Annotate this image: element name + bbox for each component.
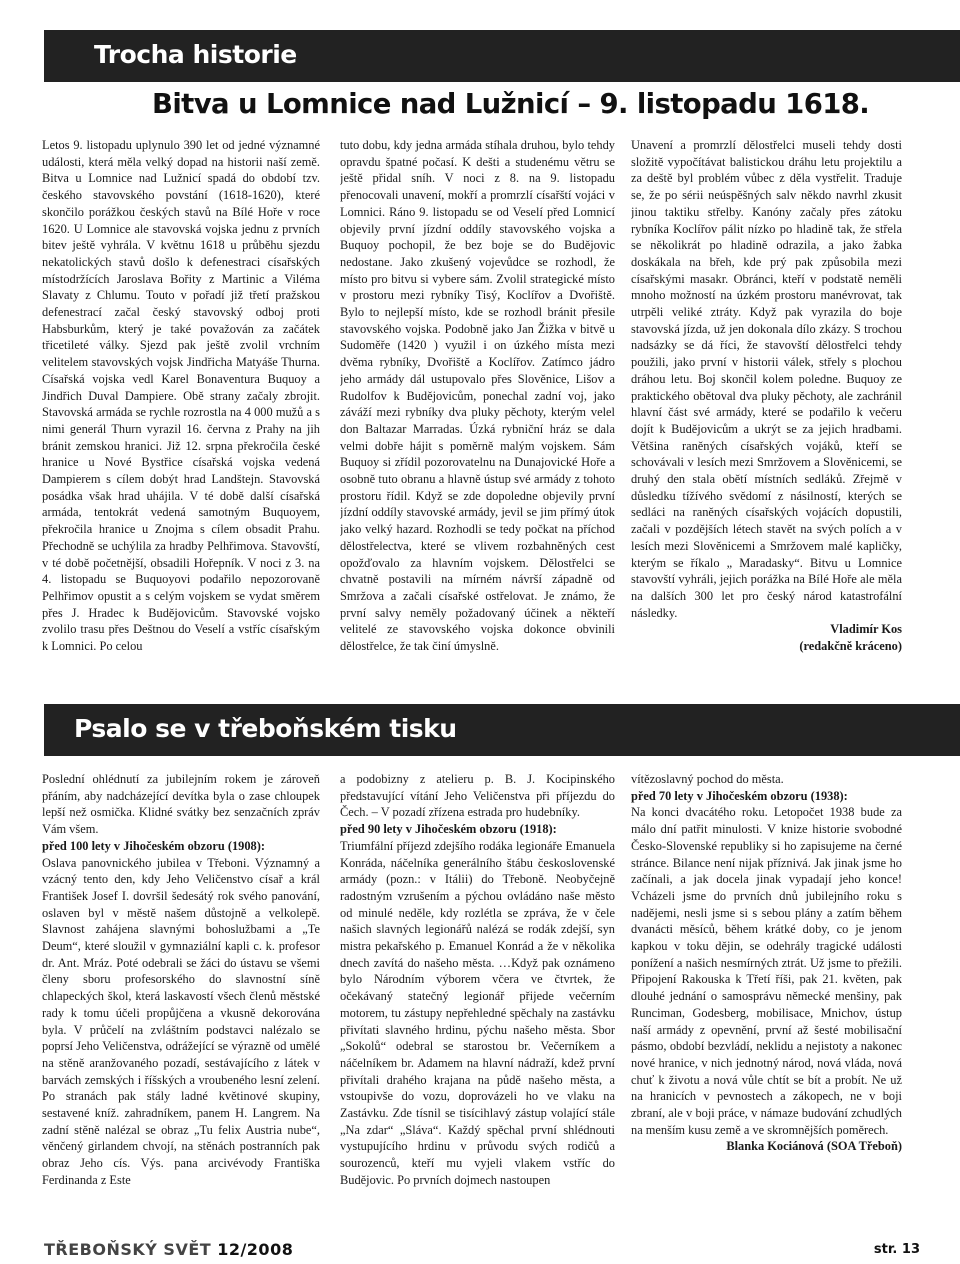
subsection-heading: před 100 lety v Jihočeském obzoru (1908):	[42, 838, 266, 853]
subsection-heading: před 90 lety v Jihočeském obzoru (1918):	[340, 822, 557, 837]
issue-number: 12/2008	[217, 1240, 294, 1259]
article-headline: Bitva u Lomnice nad Lužnicí – 9. listopadu 1618.	[152, 88, 870, 120]
press-text: Triumfální příjezd zdejšího rodáka legionáře Emanuela Konráda, náčelníka generálního štábu československé armády (pozn.: v Itálii) do Třeboně. Neobyčejně radostným vzrušením a pýchou ovládáno naše město od minulé neděle, kdy rozlétla se zpráva, že v čele našich slavných legionářů nalézá se rodák zdejší, syn mistra pekařského p. Emanuel Konrád a že v několika dnech zavítá do našeho města. …Když pak oznámeno bylo Národním výborem včera ve čtvrtek, že očekávaný statečný legionář přijede večerním motorem, tu zástupy nepřehledné spěchaly na zastávku přivítati slavného hrdinu, pýchu našeho města. Sbor „Sokolů“ odebral se starostou br. Večerníkem a náčelníkem br. Adamem na hlavní nádraží, kdež první přivítali drahého krajana na půdě našeho města, a vstoupivše do vozu, doprovázeli ho ve vlaku na Zastávku. Zde tísnil se tisícihlavý zástup volající stále „Na zdar“ „Sláva“. Každý spěchal první shlédnouti vystupujícího hrdinu v průvodu svých rodičů a sourozenců, kteří mu vyjeli vlakem vstříc do Budějovic. Po prvních dojmech nastoupen	[340, 838, 615, 1187]
article-column-1	[42, 137, 320, 689]
press-column-1	[42, 771, 320, 1233]
article-column-3	[631, 137, 902, 689]
section-banner-trocha-historie	[44, 30, 960, 82]
author-name: Blanka Kociánová (SOA Třeboň)	[726, 1139, 902, 1154]
press-column-2	[340, 771, 615, 1233]
article-column-2	[340, 137, 615, 689]
author-note: (redakčně kráceno)	[799, 639, 902, 654]
section-title: Trocha historie	[94, 40, 297, 69]
subsection-heading: před 70 lety v Jihočeském obzoru (1938):	[631, 788, 848, 803]
press-text: vítězoslavný pochod do města.	[631, 772, 784, 786]
press-text: a podobizny z atelieru p. B. J. Kocipinského představující vítání Jeho Veličenstva při příjezdu do Čech. – V pozadí zřízena estrada pro hudebníky.	[340, 772, 615, 820]
publication-name: TŘEBOŇSKÝ SVĚT	[44, 1240, 212, 1259]
footer-publication	[44, 1240, 293, 1259]
section-banner-psalo-se	[44, 704, 960, 756]
press-text: Oslava panovnického jubilea v Třeboni. Významný a vzácný tento den, kdy Jeho Veličenstvo císař a král František Josef I. dovršil šedesátý rok svého panování, oslaven byl v městě našem důstojně a velkolepě. Slavnost zahájena slavnými bohoslužbami a „Te Deum“, které sloužil v gymnaziální kapli c. k. profesor dr. Ant. Mráz. Poté odebrali se žáci do ústavu se všemi členy sboru profesorského do slavnostní síně chlapeckých škol, která laskavostí všech členů městské rady k tomu účeli propůjčena a vkusně dekorována byla. V průčelí na zvláštním podstavci nalézalo se poprsí Jeho Veličenstva, odrážející se výrazně od umělé na stěně aranžovaného pozadí, sestávajícího z látek v barvách zemských i říšských a vroubeného lesní zelení. Po stranách pak stály ladné květinové skupiny, sestavené kníž. zahradníkem, panem H. Langrem. Na zadní stěně nalézal se obraz „Tu felix Austria nube“, věnčený girlandem chvojí, na stěnách postranních pak obraz Jeho cís. Výs. pana arcivévody Františka Ferdinanda z Este	[42, 855, 320, 1187]
author-name: Vladimír Kos	[830, 622, 902, 637]
article-text: tuto dobu, kdy jedna armáda stíhala druhou, bylo tehdy opravdu špatné počasí. K dešti a studenému větru se ještě přidal sníh. V noci z 8. na 9. listopadu přenocovali unavení, mokří a promrzlí císařští vojáci v Lomnici. Ráno 9. listopadu se od Veselí před Lomnicí objevily první jízdní oddíly stavovského vojska a Buquoy pochopil, že bez boje se do Budějovic nedostane. Jako zkušený vojevůdce se rozhodl, že místo pro bitvu si vybere sám. Zvolil strategické místo v prostoru mezi rybníky Tisý, Koclířov a Dvořiště. Bylo to nejlepší místo, kde se rozhodl bránit přesile stavovského vojska. Podobně jako Jan Žižka v bitvě u Sudoměře (1420 ) využil i on úzkého místa mezi dvěma rybníky, Dvořiště a Koclířov. Zatímco jádro jeho armády dál ustupovalo přes Slověnice, Lišov a Rudolfov k Budějovicům, ponechal zadní voj, jako záváží mezi rybníky dva pluky pěchoty, kterým velel don Baltazar Marradas. Úzká rybniční hráz se dala velmi dobře hájit s poměrně malým vojskem. Sám Buquoy si zřídil pozorovatelnu na Dunajovické Hoře a osobně tuto obranu a hlavně ústup své armády z tohoto prostoru řídil. Když se zde dopoledne objevily první jízdní oddíly stavovské armády, jevil se jim přímý útok jako velký hazard. Rozhodli se tedy počkat na příchod dělostřelectva, které se vlivem rozbahněných cest opožďovalo za hlavním vojskem. Dělostřelci se chvatně postavili na mírném návrší západně od Smržova a začali císařské ostřelovat. Je známo, že první salvy neměly požadovaný účinek a někteří velitelé ze stavovského vojska dokonce obvinili dělostřelce, že tak činí úmyslně.	[340, 138, 615, 654]
press-text: Na konci dvacátého roku. Letopočet 1938 bude za málo dní patřit minulosti. V knize historie svobodné Česko-Slovenské republiky si ho zapisujeme na černé stránce. Bilance není nijak příznivá. Jak jinak jsme ho začínali, a jak docela jinak vypadají jeho konce! Vcházeli jsme do prvních dnů jubilejního roku s nadějemi, nesli jsme si s sebou plány a zatím během dvanácti měsíců, během krátké doby, co je jenom kapkou v toku dějin, se odehrály tragické události ponížení a našich nesmírných ztrát. Už jsme to přežili. Připojení Rakouska k Třetí říši, pak 21. květen, pak dlouhé jednání o samosprávu německé menšiny, pak Runciman, Godesberg, mobilisace, Mnichov, ústup naší armády z opevnění, první až šesté mobilisační pásmo, období bezvládí, neklidu a nejistoty a nakonec nové hranice, v nich jednotný národ, nová vláda, nová chuť k životu a nová vůle chtít se bít a probít. Ne už na hranicích v pevnostech a zákopech, ne v boji zbraní, ale v boji práce, v námaze budování zchudlých na menším kusu země a ve skromnějších poměrech.	[631, 805, 902, 1137]
section-title: Psalo se v třeboňském tisku	[74, 714, 457, 743]
article-text: Unavení a promrzlí dělostřelci museli tehdy dosti složitě vypočítávat balistickou dráhu letu projektilu a za deště byl problém vůbec z děla vystřelit. Traduje se, že po sérii neúspěšných salv někdo navrhl zkusit jinou taktiku střelby. Kanóny začaly přes zátoku rybníka Koclířov pálit nízko po hladině tak, že střela se několikrát po hladině odrazila, a jako žabka doskákala na břeh, kde prý pak způsobila mezi císařskými masakr. Obránci, kteří v podstatě neměli mnoho možností na úzkém prostoru manévrovat, tak utrpěli veliké ztráty. Když pak vyrazila do boje stavovská jízda, už jen dokonala dílo zkázy. S trochou nadsázky se dá říci, že stavovští dělostřelci tehdy použili, jako první v historii válek, střely s plochou dráhou letu. Boj skončil kolem poledne. Buquoy ze praktického obětoval dva pluky pěchoty, ale zachránil hlavní část své armády, které se podařilo k večeru dojít k Budějovicům a ukrýt se za jejich hradbami. Většina raněných císařských vojáků, kteří se schovávali v lesích mezi Smržovem a Slověnicemi, se druhý den stala obětí místních sedláků. Zřejmě v důsledku tížívého svědomí z násilností, kterých se sedláci na raněných císařských vojácích dopustili, začali v pozdějších létech stavět na svých polích a v lesích mezi Slověnicemi a Smržovem malé kapličky, kterým se říkalo „ Maradasky“. Bitvu u Lomnice stavovští vyhráli, jejich porážka na Bílé Hoře ale měla na dalších 300 let pro český národ katastrofální následky.	[631, 138, 902, 620]
page-number: str. 13	[873, 1242, 920, 1257]
intro-text: Poslední ohlédnutí za jubilejním rokem je zároveň přáním, aby nadcházející devítka byla o zase chloupek lepší než osmička. Klidné svátky bez senzačních zpráv Vám všem.	[42, 772, 320, 837]
press-column-3	[631, 771, 902, 1233]
article-text: Letos 9. listopadu uplynulo 390 let od jedné významné události, která měla velký dopad na historii naší země. Bitva u Lomnice nad Lužnicí spadá do období tzv. českého stavovského povstání (1618-1620), které skončilo porážkou českých stavů na Bílé Hoře v roce 1620. U Lomnice ale stavovská vojska jednu z prvních bitev ještě vyhrála. V květnu 1618 u průběhu sjezdu nekatolických stavů došlo k defenestraci císařských místodržících Jaroslava Bořity z Martinic a Viléma Slavaty z Chlumu. Touto v pořadí již třetí pražskou defenestrací začal český stavovský odboj proti Habsburkům, který je také považován za začátek třicetileté války. Sjezd pak ještě zvolil vrchním velitelem stavovských vojsk Jindřicha Matyáše Thurna. Císařská vojska vedl Karel Bonaventura Buquoy a Jindřich Duval Dampiere. Obě strany začaly zbrojit. Stavovská armáda se rychle rozrostla na 4 000 mužů a s nimi generál Thurn vyrazil 16. června z Prahy na jih bránit zemskou hranici. Již 12. srpna překročila české hranice u Nové Bystřice císařská vojska vedená Dampierem s cílem dobýt hrad Landštejn. Stavovská posádka však hrad uhájila. V té době další císařská armáda, tentokrát vedená samotným Buquoyem, překročila hranice u Znojma s cílem obsadit Prahu. Přechodně se uchýlila za hradby Pelhřimova. Stavovští, v té době početnější, obsadili Hořepník. V noci z 3. na 4. listopadu se Buquoyovi podařilo nepozorovaně Pelhřimov opustit a s celým vojskem se vydat směrem přes J. Hradec k Budějovicům. Stavovské vojsko zvolilo trasu přes Deštnou do Veselí a vstříc císařským k Lomnici. Po celou	[42, 138, 320, 654]
